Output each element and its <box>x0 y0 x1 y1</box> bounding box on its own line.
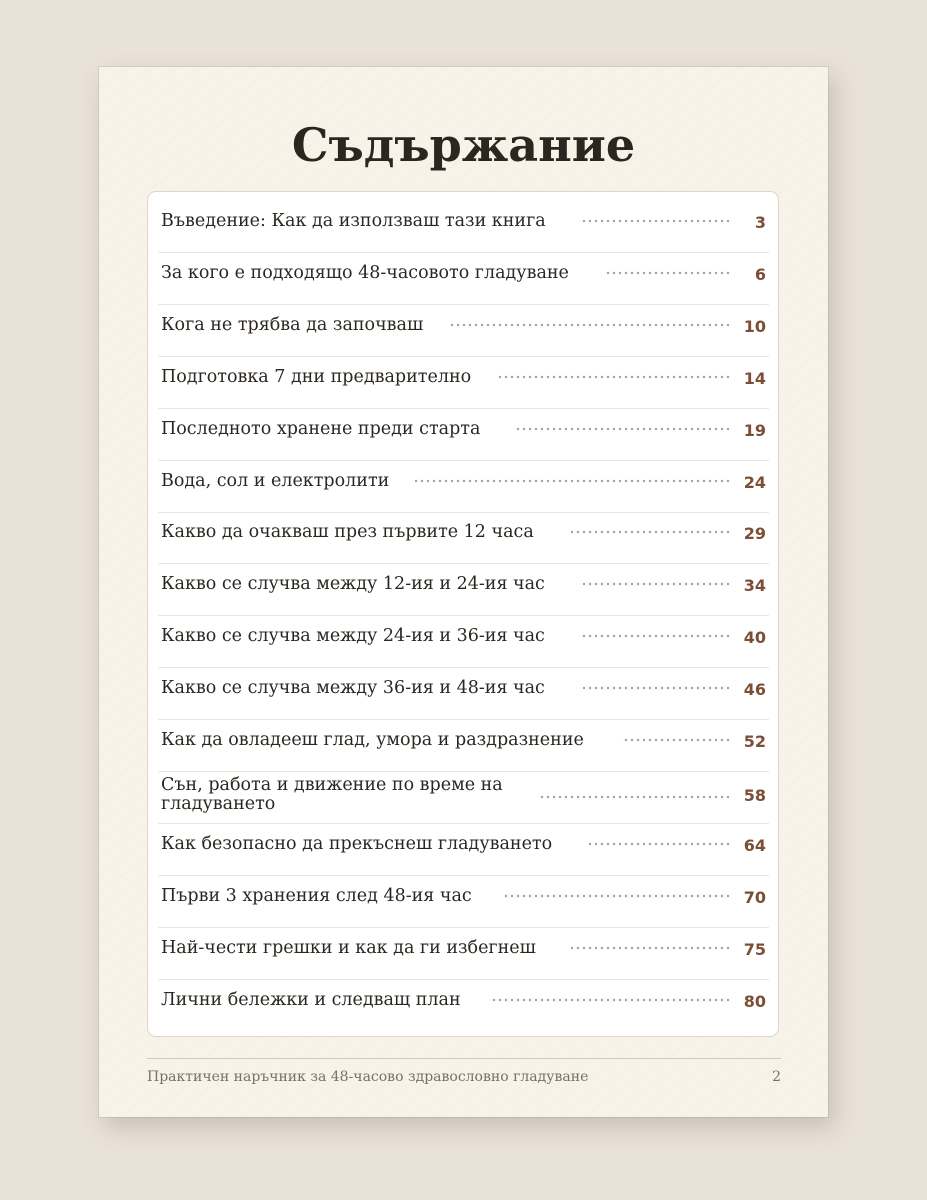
toc-entry-page-number: 58 <box>743 785 766 805</box>
toc-entry-title: Въведение: Как да използваш тази книга <box>161 211 546 231</box>
toc-dot-leader <box>497 375 731 379</box>
toc-entry-title: Сън, работа и движение по време на гладуването <box>161 774 503 814</box>
toc-dot-leader <box>501 894 731 898</box>
toc-entry-page-number: 75 <box>743 939 766 959</box>
toc-dot-leader <box>451 323 731 327</box>
toc-entry-title: Лични бележки и следващ план <box>161 989 461 1010</box>
toc-entry-page-number: 80 <box>743 991 766 1011</box>
toc-entry-title: Най-чести грешки и как да ги избегнеш <box>161 937 536 958</box>
toc-entry-title: Какво се случва между 36-ия и 48-ия час <box>161 678 545 699</box>
toc-entry-page-number: 6 <box>754 264 766 284</box>
toc-entry[interactable] <box>158 772 769 824</box>
footer-divider <box>147 1058 781 1059</box>
toc-entry[interactable] <box>158 876 769 928</box>
toc-dot-leader <box>621 738 731 742</box>
toc-entry-title: Какво да очакваш през първите 12 часа <box>161 522 534 543</box>
footer-book-title: Практичен наръчник за 48-часово здравословно гладуване <box>147 1069 589 1085</box>
toc-entry[interactable] <box>158 201 769 253</box>
toc-dot-leader <box>579 686 731 690</box>
toc-entry[interactable] <box>158 461 769 513</box>
toc-entry-page-number: 19 <box>743 420 766 440</box>
toc-entry-title: Как да овладееш глад, умора и раздразнение <box>161 730 584 750</box>
toc-dot-leader <box>605 271 731 275</box>
toc-entry[interactable] <box>158 980 769 1032</box>
toc-entry-title: Вода, сол и електролити <box>161 470 390 491</box>
toc-entry[interactable] <box>158 616 769 668</box>
toc-dot-leader <box>579 634 731 638</box>
toc-dot-leader <box>579 582 731 586</box>
toc-entry[interactable] <box>158 824 769 876</box>
toc-entry[interactable] <box>158 512 769 564</box>
toc-dot-leader <box>489 998 731 1002</box>
toc-entry[interactable] <box>158 564 769 616</box>
toc-entry-title: За кого е подходящо 48-часовото гладуване <box>161 262 569 283</box>
toc-entry-page-number: 3 <box>754 213 766 232</box>
toc-entry-page-number: 24 <box>743 472 766 492</box>
toc-entry[interactable] <box>158 253 769 305</box>
toc-entry[interactable] <box>158 305 769 357</box>
toc-entry-page-number: 52 <box>743 732 766 751</box>
toc-dot-leader <box>589 842 731 846</box>
toc-dot-leader <box>537 795 731 799</box>
toc-entry-page-number: 29 <box>743 524 766 544</box>
toc-entry[interactable] <box>158 668 769 720</box>
toc-dot-leader <box>513 427 731 431</box>
toc-entry[interactable] <box>158 409 769 461</box>
toc-entry-page-number: 46 <box>743 680 766 700</box>
page-title: Съдържание <box>291 118 636 172</box>
toc-entry-title: Как безопасно да прекъснеш гладуването <box>161 833 553 854</box>
toc-entry-title: Кога не трябва да започваш <box>161 314 424 335</box>
toc-entry-page-number: 34 <box>743 576 766 596</box>
toc-entry-page-number: 70 <box>743 887 766 907</box>
toc-entry-title: Подготовка 7 дни предварително <box>161 366 472 387</box>
toc-entry-title: Какво се случва между 12-ия и 24-ия час <box>161 574 545 595</box>
toc-entry-page-number: 10 <box>743 316 766 336</box>
toc-entry-title: Последното хранене преди старта <box>161 418 481 439</box>
toc-entry-page-number: 64 <box>743 835 766 855</box>
toc-dot-leader <box>569 946 731 950</box>
toc-entry[interactable] <box>158 720 769 772</box>
toc-dot-leader <box>571 530 731 534</box>
toc-entry-title: Какво се случва между 24-ия и 36-ия час <box>161 626 545 647</box>
toc-dot-leader <box>415 479 731 483</box>
toc-entry[interactable] <box>158 357 769 409</box>
toc-entry[interactable] <box>158 928 769 980</box>
toc-entry-page-number: 40 <box>743 628 766 648</box>
toc-entry-page-number: 14 <box>743 368 766 388</box>
footer-page-number: 2 <box>772 1069 781 1085</box>
toc-dot-leader <box>579 219 731 223</box>
toc-entry-title: Първи 3 хранения след 48-ия час <box>161 885 472 906</box>
